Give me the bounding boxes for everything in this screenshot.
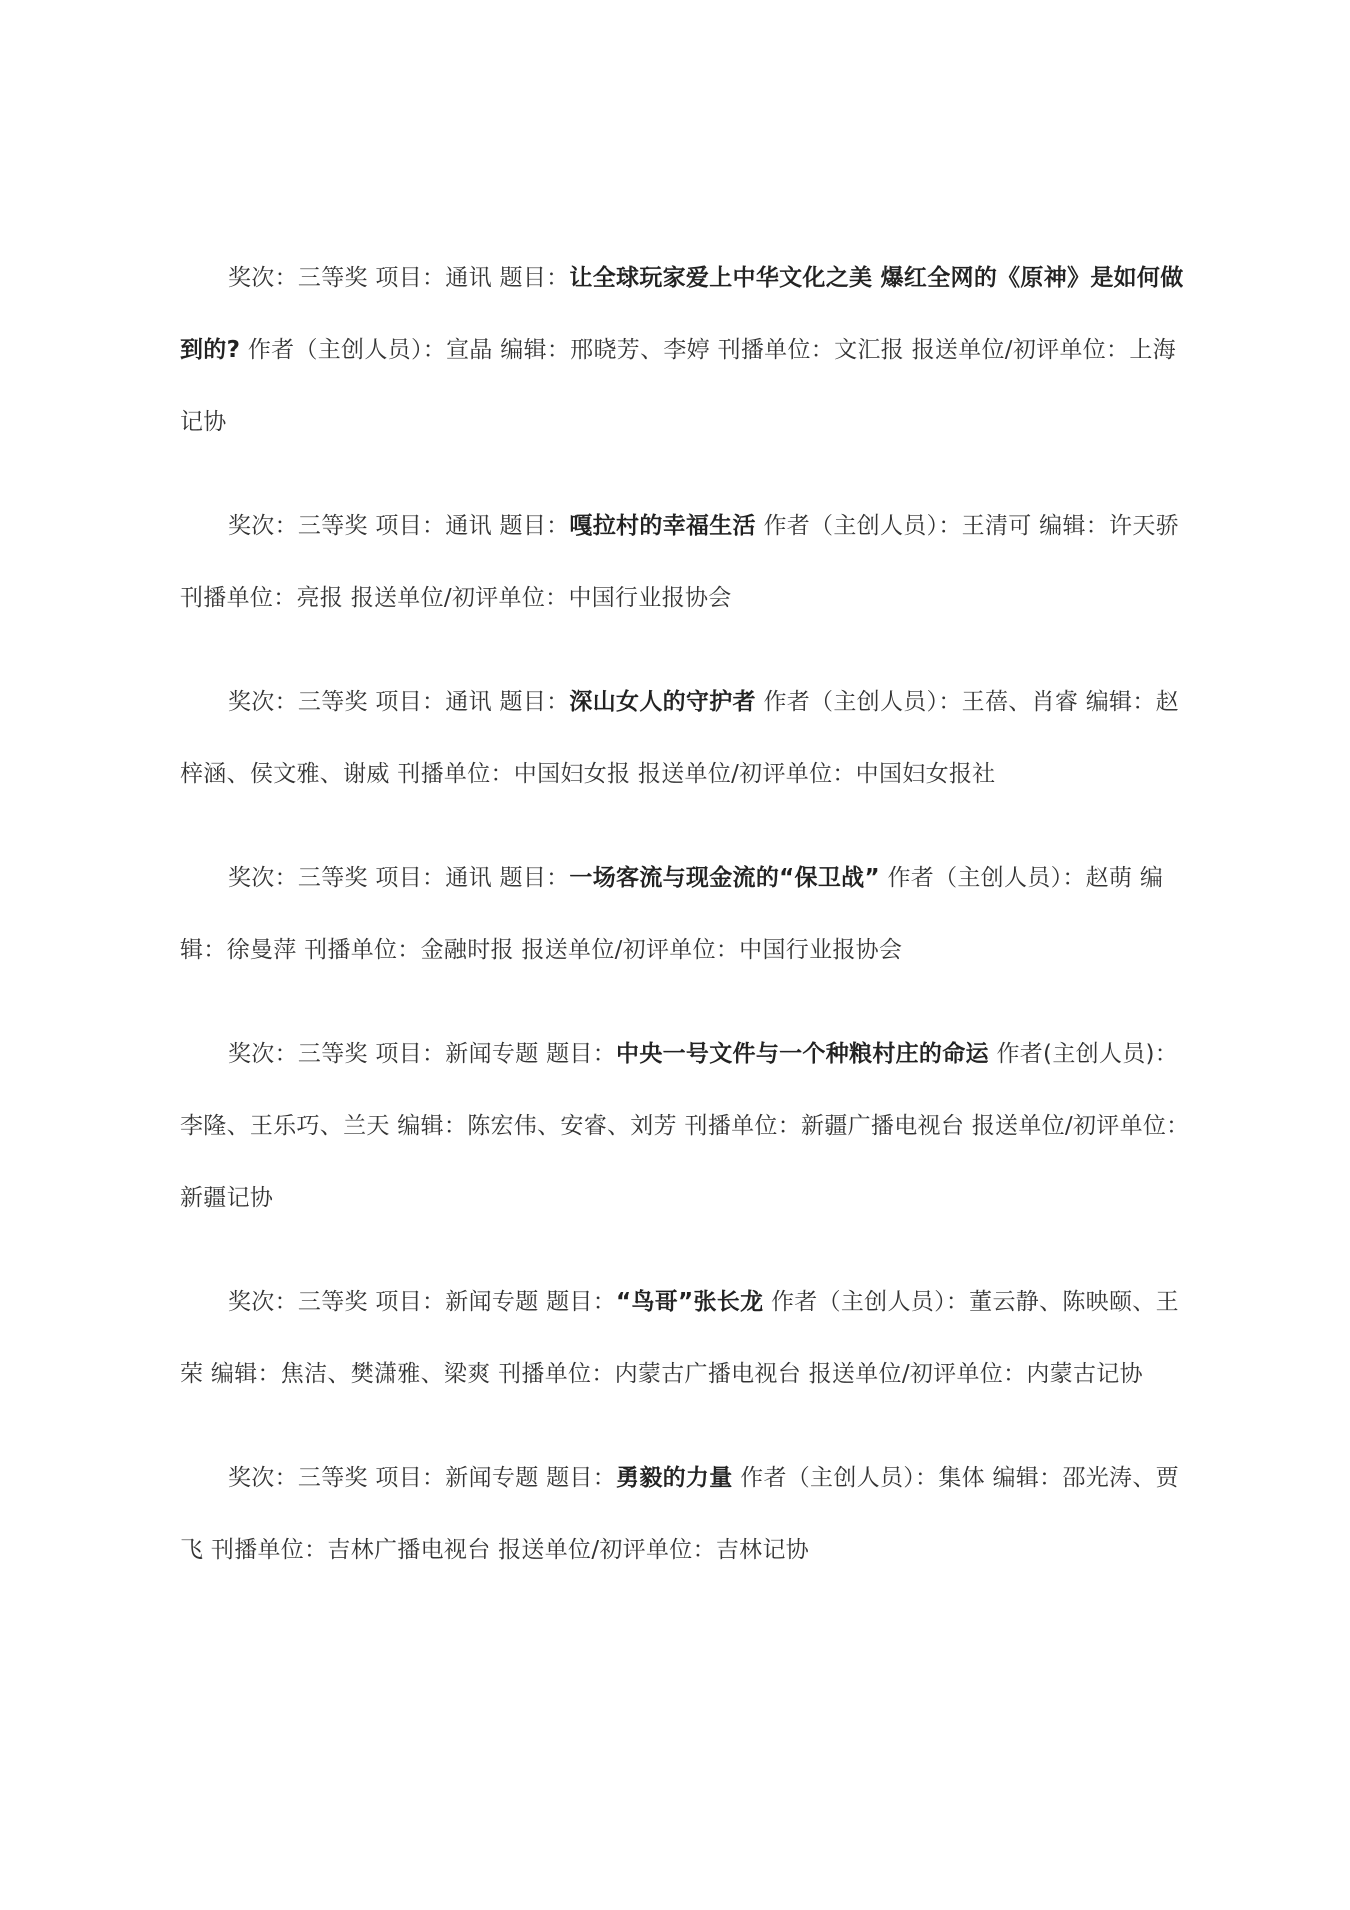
award-entry (180, 1266, 1190, 1410)
award-entry (180, 490, 1190, 634)
entry-lead: 奖次：三等奖 项目：通讯 题目： (228, 513, 570, 539)
entry-title: 深山女人的守护者 (569, 689, 756, 715)
award-entry (180, 1442, 1190, 1586)
entry-lead: 奖次：三等奖 项目：通讯 题目： (228, 865, 570, 891)
entry-lead: 奖次：三等奖 项目：通讯 题目： (228, 265, 570, 291)
entry-title: 让全球玩家爱上中华文化之美 爆红全网的《原神》是如何做到的? (180, 265, 1184, 363)
entry-lead: 奖次：三等奖 项目：新闻专题 题目： (228, 1465, 617, 1491)
award-entry (180, 242, 1190, 458)
award-entry (180, 666, 1190, 810)
award-entry (180, 842, 1190, 986)
entry-lead: 奖次：三等奖 项目：新闻专题 题目： (228, 1289, 617, 1315)
entry-lead: 奖次：三等奖 项目：新闻专题 题目： (228, 1041, 617, 1067)
entry-title: 一场客流与现金流的“保卫战” (569, 865, 880, 891)
entry-details: 作者（主创人员）：王清可 编辑：许天骄 刊播单位：亮报 报送单位/初评单位：中国行业报协会 (180, 513, 1179, 611)
entry-lead: 奖次：三等奖 项目：通讯 题目： (228, 689, 570, 715)
entry-details: 作者(主创人员)：李隆、王乐巧、兰天 编辑：陈宏伟、安睿、刘芳 刊播单位：新疆广播电视台 报送单位/初评单位：新疆记协 (180, 1041, 1190, 1211)
award-list (180, 242, 1190, 1618)
entry-title: 勇毅的力量 (616, 1465, 733, 1491)
entry-details: 作者（主创人员）：集体 编辑：邵光涛、贾飞 刊播单位：吉林广播电视台 报送单位/初评单位：吉林记协 (180, 1465, 1179, 1563)
entry-details: 作者（主创人员）：宣晶 编辑：邢晓芳、李婷 刊播单位：文汇报 报送单位/初评单位：上海记协 (180, 337, 1176, 435)
entry-title: “鸟哥”张长龙 (616, 1289, 764, 1315)
entry-title: 中央一号文件与一个种粮村庄的命运 (616, 1041, 989, 1067)
award-entry (180, 1018, 1190, 1234)
entry-details: 作者（主创人员）：赵萌 编辑：徐曼萍 刊播单位：金融时报 报送单位/初评单位：中国行业报协会 (180, 865, 1164, 963)
entry-details: 作者（主创人员）：王蓓、肖睿 编辑：赵梓涵、侯文雅、谢威 刊播单位：中国妇女报 报送单位/初评单位：中国妇女报社 (180, 689, 1179, 787)
entry-details: 作者（主创人员）：董云静、陈映颐、王荣 编辑：焦洁、樊潇雅、梁爽 刊播单位：内蒙古广播电视台 报送单位/初评单位：内蒙古记协 (180, 1289, 1179, 1387)
entry-title: 嘎拉村的幸福生活 (569, 513, 756, 539)
